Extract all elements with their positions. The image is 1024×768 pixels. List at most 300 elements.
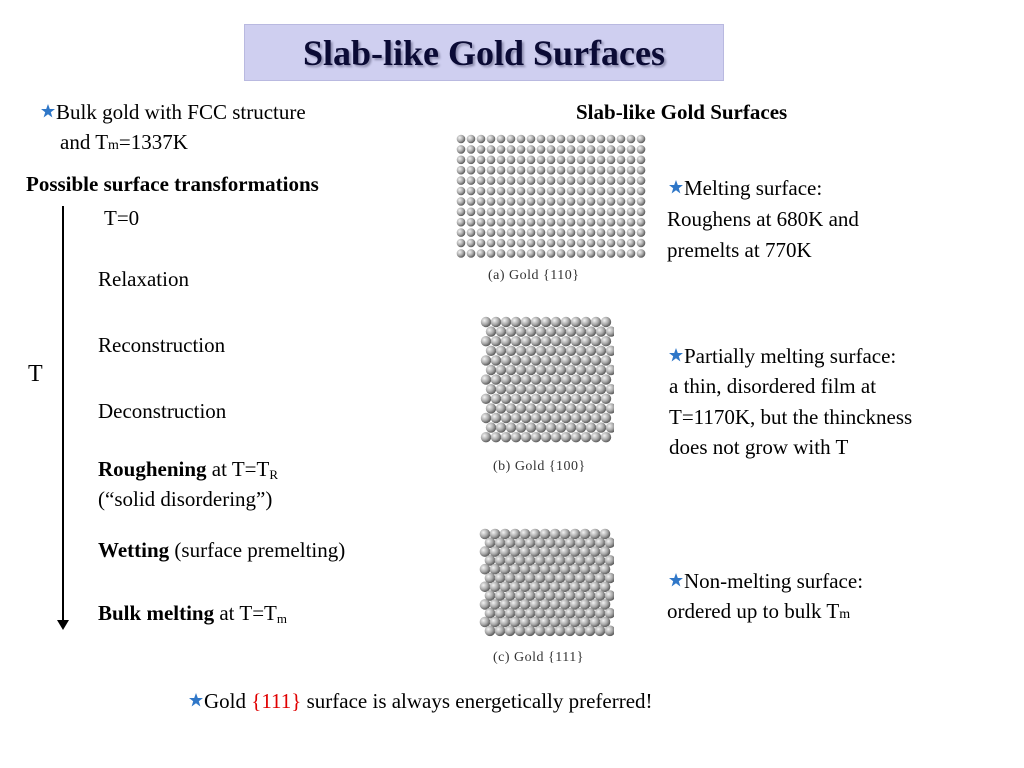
atom	[557, 208, 566, 217]
atom	[536, 403, 546, 413]
atom	[637, 249, 646, 258]
atom	[511, 432, 521, 442]
atom	[566, 346, 576, 356]
atom	[581, 317, 591, 327]
atom	[576, 365, 586, 375]
atom	[467, 197, 476, 206]
atom	[586, 346, 596, 356]
atom	[535, 626, 546, 637]
atom	[557, 135, 566, 144]
atom	[487, 239, 496, 248]
gold-110-surface-image	[456, 134, 646, 260]
atom	[531, 336, 541, 346]
atom	[536, 384, 546, 394]
atom	[607, 145, 616, 154]
atom	[527, 135, 536, 144]
atom	[526, 326, 536, 336]
atom	[551, 432, 561, 442]
atom	[516, 403, 526, 413]
atom	[606, 326, 614, 336]
atom	[527, 208, 536, 217]
atom	[555, 626, 566, 637]
non-melting-line-2: ordered up to bulk Tm	[667, 599, 851, 623]
atom	[551, 317, 561, 327]
atom	[587, 208, 596, 217]
atom	[627, 249, 636, 258]
atom	[537, 218, 546, 227]
atom	[501, 394, 511, 404]
atom	[577, 187, 586, 196]
atom	[506, 365, 516, 375]
atom	[617, 218, 626, 227]
atom	[601, 394, 611, 404]
atom	[551, 374, 561, 384]
atom	[477, 156, 486, 165]
atom	[606, 403, 614, 413]
atom	[637, 228, 646, 237]
atom	[481, 394, 491, 404]
atom	[561, 432, 571, 442]
atom	[617, 228, 626, 237]
atom	[527, 156, 536, 165]
atom	[546, 346, 556, 356]
atom	[477, 197, 486, 206]
atom	[557, 176, 566, 185]
atom	[577, 228, 586, 237]
atom	[627, 228, 636, 237]
atom	[627, 218, 636, 227]
atom	[601, 317, 611, 327]
atom	[577, 197, 586, 206]
bulk-gold-bullet	[40, 97, 306, 127]
atom	[576, 403, 586, 413]
atom	[487, 228, 496, 237]
atom	[597, 145, 606, 154]
atom	[566, 403, 576, 413]
atom	[527, 228, 536, 237]
atom	[627, 166, 636, 175]
star-icon	[668, 572, 684, 588]
atom	[511, 355, 521, 365]
atom	[497, 176, 506, 185]
atom	[637, 197, 646, 206]
atom	[511, 413, 521, 423]
atom	[487, 145, 496, 154]
atom	[501, 413, 511, 423]
atom	[506, 326, 516, 336]
atom	[496, 384, 506, 394]
atom	[537, 208, 546, 217]
atom	[467, 156, 476, 165]
atom	[541, 394, 551, 404]
atom	[617, 197, 626, 206]
atom	[491, 355, 501, 365]
atom	[527, 239, 536, 248]
atom	[517, 176, 526, 185]
atom	[557, 187, 566, 196]
atom	[506, 422, 516, 432]
atom	[495, 626, 506, 637]
atom	[557, 249, 566, 258]
atom	[597, 176, 606, 185]
atom	[586, 384, 596, 394]
atom	[457, 187, 466, 196]
atom	[526, 422, 536, 432]
atom	[571, 336, 581, 346]
atom	[516, 365, 526, 375]
atom	[556, 326, 566, 336]
atom	[547, 166, 556, 175]
atom	[537, 145, 546, 154]
gold-100-surface-image	[478, 314, 614, 450]
atom	[527, 187, 536, 196]
atom	[481, 413, 491, 423]
atom	[587, 145, 596, 154]
atom	[591, 394, 601, 404]
temperature-axis-label: T	[28, 361, 43, 387]
atom	[501, 336, 511, 346]
roughening-note: (“solid disordering”)	[98, 487, 273, 511]
atom	[591, 413, 601, 423]
atom	[487, 218, 496, 227]
atom	[541, 374, 551, 384]
atom	[637, 145, 646, 154]
atom	[546, 326, 556, 336]
caption-gold-110: (a) Gold {110}	[488, 268, 580, 283]
slab-heading: Slab-like Gold Surfaces	[576, 100, 788, 124]
atom	[531, 317, 541, 327]
atom	[485, 626, 496, 637]
atom	[597, 249, 606, 258]
atom	[617, 135, 626, 144]
atom	[547, 187, 556, 196]
atom	[586, 403, 596, 413]
atom	[527, 218, 536, 227]
atom	[556, 422, 566, 432]
atom	[567, 249, 576, 258]
atom	[637, 176, 646, 185]
atom	[577, 218, 586, 227]
atom	[497, 166, 506, 175]
star-icon	[188, 692, 204, 708]
atom	[556, 384, 566, 394]
atom	[457, 208, 466, 217]
atom	[557, 228, 566, 237]
transformations-heading: Possible surface transformations	[26, 172, 319, 196]
atom	[487, 187, 496, 196]
atom	[496, 422, 506, 432]
atom	[521, 336, 531, 346]
atom	[501, 355, 511, 365]
atom	[486, 365, 496, 375]
atom	[557, 239, 566, 248]
atom	[517, 228, 526, 237]
atom	[525, 626, 536, 637]
atom	[537, 239, 546, 248]
atom	[497, 145, 506, 154]
atom	[457, 197, 466, 206]
atom	[627, 187, 636, 196]
atom	[637, 156, 646, 165]
atom	[537, 197, 546, 206]
atom	[617, 208, 626, 217]
atom	[511, 374, 521, 384]
atom	[596, 384, 606, 394]
partial-melting-bullet: Partially melting surface:	[668, 341, 896, 371]
atom	[511, 394, 521, 404]
atom	[581, 355, 591, 365]
atom	[571, 432, 581, 442]
atom	[496, 365, 506, 375]
atom	[547, 197, 556, 206]
caption-gold-100: (b) Gold {100}	[493, 459, 586, 474]
atom	[537, 249, 546, 258]
atom	[586, 365, 596, 375]
atom	[607, 197, 616, 206]
atom	[457, 249, 466, 258]
atom	[587, 156, 596, 165]
atom	[491, 432, 501, 442]
atom	[617, 156, 626, 165]
atom	[486, 346, 496, 356]
atom	[517, 145, 526, 154]
atom	[507, 249, 516, 258]
atom	[557, 166, 566, 175]
atom	[587, 166, 596, 175]
atom	[577, 156, 586, 165]
atom	[526, 346, 536, 356]
atom	[577, 135, 586, 144]
atom	[521, 317, 531, 327]
atom	[545, 626, 556, 637]
atom	[477, 145, 486, 154]
atom	[527, 197, 536, 206]
atom	[497, 187, 506, 196]
atom	[507, 176, 516, 185]
atom	[486, 422, 496, 432]
atom	[547, 135, 556, 144]
atom	[477, 218, 486, 227]
atom	[567, 135, 576, 144]
atom	[457, 166, 466, 175]
atom	[477, 135, 486, 144]
atom	[507, 208, 516, 217]
atom	[496, 346, 506, 356]
atom	[496, 403, 506, 413]
atom	[597, 197, 606, 206]
bulk-line-2: and Tm=1337K	[60, 130, 188, 154]
melting-line-3: premelts at 770K	[667, 238, 812, 262]
atom	[617, 176, 626, 185]
atom	[536, 422, 546, 432]
atom	[457, 176, 466, 185]
atom	[561, 413, 571, 423]
atom	[587, 187, 596, 196]
atom	[577, 249, 586, 258]
atom	[597, 208, 606, 217]
atom	[517, 156, 526, 165]
atom	[527, 145, 536, 154]
atom	[607, 208, 616, 217]
atom	[486, 326, 496, 336]
atom	[487, 166, 496, 175]
atom	[581, 413, 591, 423]
melting-surface-bullet: Melting surface:	[668, 173, 822, 203]
atom	[516, 346, 526, 356]
atom	[607, 135, 616, 144]
atom	[541, 317, 551, 327]
atom	[606, 422, 614, 432]
atom	[546, 365, 556, 375]
atom	[561, 374, 571, 384]
atom	[581, 432, 591, 442]
atom	[537, 187, 546, 196]
atom	[556, 403, 566, 413]
star-icon	[668, 347, 684, 363]
atom	[587, 249, 596, 258]
atom	[487, 249, 496, 258]
deconstruction-label: Deconstruction	[98, 399, 227, 423]
atom	[617, 239, 626, 248]
atom	[577, 239, 586, 248]
atom	[556, 365, 566, 375]
atom	[481, 336, 491, 346]
atom	[601, 432, 611, 442]
atom	[506, 346, 516, 356]
atom	[497, 135, 506, 144]
atom	[507, 166, 516, 175]
atom	[571, 355, 581, 365]
atom	[581, 336, 591, 346]
atom	[497, 208, 506, 217]
atom	[537, 176, 546, 185]
atom	[587, 239, 596, 248]
atom	[601, 374, 611, 384]
atom	[536, 365, 546, 375]
page-title: Slab-like Gold Surfaces	[302, 32, 666, 73]
atom	[506, 403, 516, 413]
partial-line-2: a thin, disordered film at	[669, 374, 877, 398]
atom	[486, 384, 496, 394]
atom	[551, 413, 561, 423]
atom	[567, 208, 576, 217]
atom	[536, 346, 546, 356]
atom	[576, 384, 586, 394]
atom	[557, 145, 566, 154]
atom	[547, 208, 556, 217]
atom	[567, 145, 576, 154]
atom	[491, 374, 501, 384]
atom	[477, 208, 486, 217]
atom	[596, 403, 606, 413]
atom	[527, 249, 536, 258]
atom	[547, 145, 556, 154]
atom	[507, 228, 516, 237]
atom	[585, 626, 596, 637]
atom	[517, 135, 526, 144]
atom	[467, 166, 476, 175]
atom	[457, 145, 466, 154]
atom	[607, 249, 616, 258]
atom	[571, 413, 581, 423]
atom	[606, 346, 614, 356]
atom	[566, 365, 576, 375]
atom	[481, 317, 491, 327]
atom	[507, 197, 516, 206]
atom	[467, 239, 476, 248]
atom	[567, 187, 576, 196]
atom	[517, 249, 526, 258]
atom	[521, 394, 531, 404]
atom	[541, 355, 551, 365]
temperature-axis-line	[62, 206, 64, 624]
atom	[591, 336, 601, 346]
atom	[556, 346, 566, 356]
atom	[627, 156, 636, 165]
atom	[487, 156, 496, 165]
atom	[496, 326, 506, 336]
atom	[637, 187, 646, 196]
atom	[557, 197, 566, 206]
atom	[477, 166, 486, 175]
atom	[506, 384, 516, 394]
atom	[477, 239, 486, 248]
atom	[591, 374, 601, 384]
atom	[577, 208, 586, 217]
atom	[597, 218, 606, 227]
atom	[517, 197, 526, 206]
atom	[491, 317, 501, 327]
atom	[497, 249, 506, 258]
atom	[547, 239, 556, 248]
atom	[516, 326, 526, 336]
atom	[526, 365, 536, 375]
atom	[457, 228, 466, 237]
atom	[477, 187, 486, 196]
atom	[541, 432, 551, 442]
atom	[531, 413, 541, 423]
atom	[551, 355, 561, 365]
atom	[617, 145, 626, 154]
atom	[477, 249, 486, 258]
atom	[587, 218, 596, 227]
atom	[497, 239, 506, 248]
title-banner	[244, 24, 724, 81]
atom	[467, 228, 476, 237]
atom	[607, 239, 616, 248]
atom	[497, 197, 506, 206]
atom	[527, 166, 536, 175]
atom	[477, 176, 486, 185]
atom	[566, 422, 576, 432]
temperature-axis-arrowhead	[57, 620, 69, 630]
atom	[597, 239, 606, 248]
atom	[507, 156, 516, 165]
atom	[521, 413, 531, 423]
atom	[637, 208, 646, 217]
atom	[515, 626, 526, 637]
atom	[581, 374, 591, 384]
atom	[606, 384, 614, 394]
atom	[481, 374, 491, 384]
atom	[596, 365, 606, 375]
atom	[586, 326, 596, 336]
atom	[546, 384, 556, 394]
atom	[567, 197, 576, 206]
atom	[597, 166, 606, 175]
atom	[576, 346, 586, 356]
atom	[507, 135, 516, 144]
